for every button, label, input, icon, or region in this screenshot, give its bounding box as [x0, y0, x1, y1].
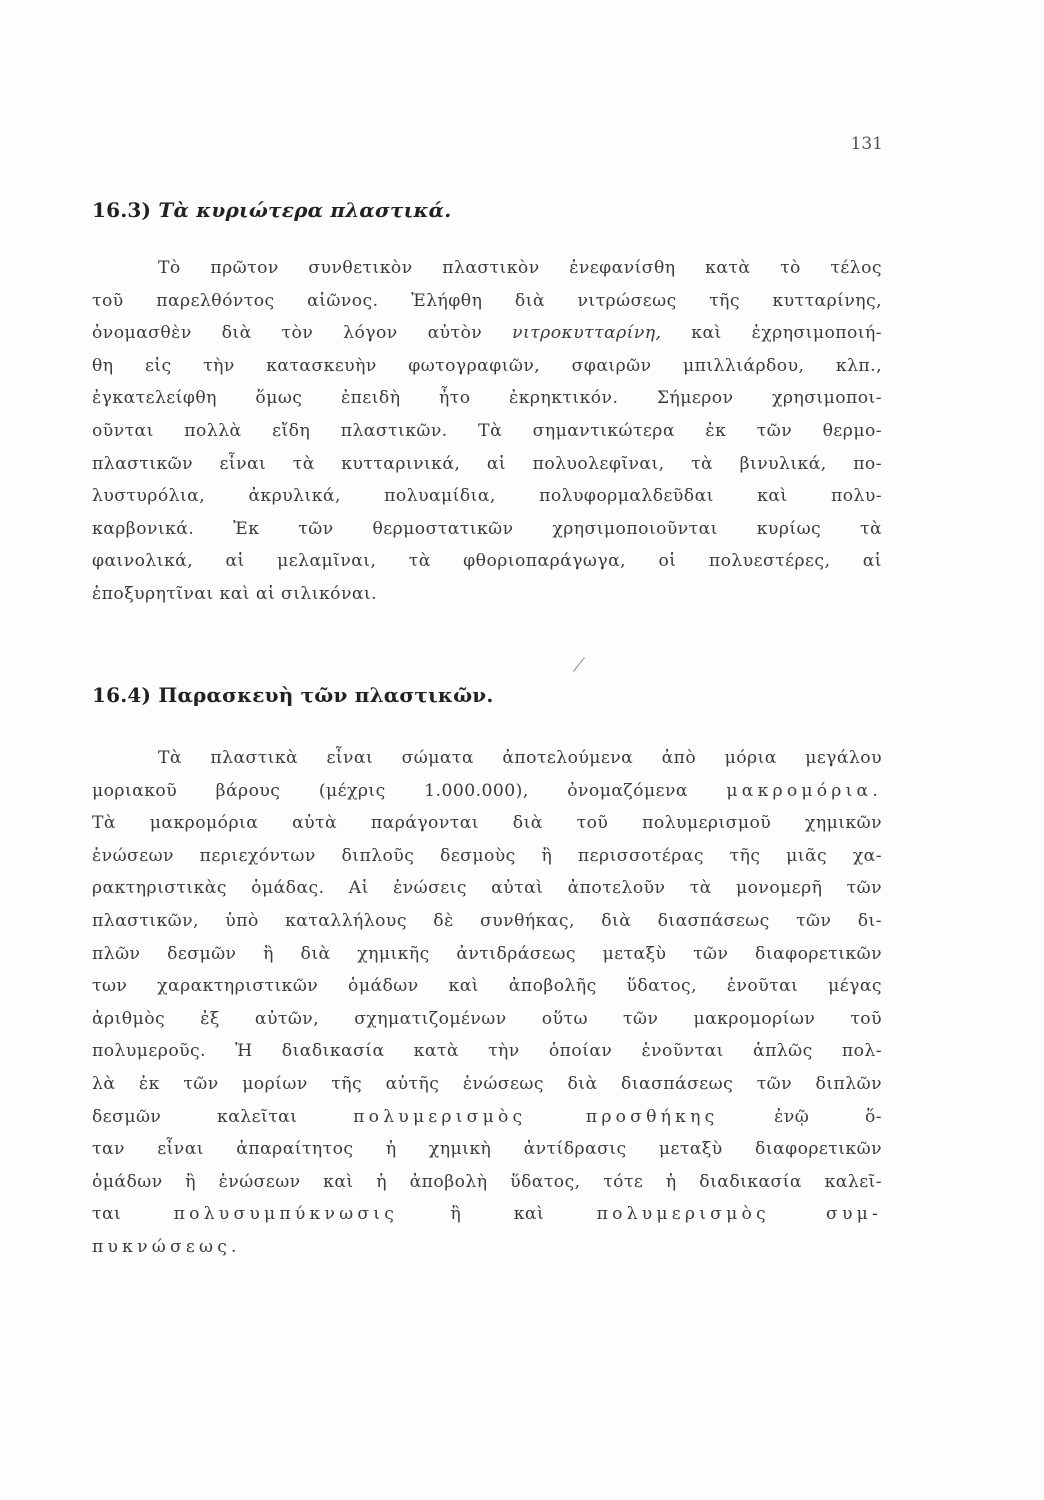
section-heading-16-4	[92, 683, 494, 707]
section-number: 16.3)	[92, 198, 152, 222]
text-line: πολυμεροῦς. Ἡ διαδικασία κατὰ τὴν ὁποίαν ἑνοῦνται ἁπλῶς πολ-	[92, 1041, 882, 1062]
text-line: Τὰ μακρομόρια αὐτὰ παράγονται διὰ τοῦ πολυμερισμοῦ χημικῶν	[92, 813, 882, 834]
text-line	[92, 1231, 882, 1264]
text-line: πλαστικῶν, ὑπὸ καταλλήλους δὲ συνθήκας, διὰ διασπάσεως τῶν δι-	[92, 910, 882, 931]
text-line: καρβονικά. Ἐκ τῶν θερμοστατικῶν χρησιμοποιοῦνται κυρίως τὰ	[92, 518, 882, 539]
text-line: των χαρακτηριστικῶν ὁμάδων καὶ ἀποβολῆς ὕδατος, ἑνοῦται μέγας	[92, 976, 882, 997]
text-fragment: μοριακοῦ βάρους (μέχρις 1.000.000), ὀνομαζόμενα	[92, 780, 727, 801]
text-line	[92, 775, 882, 808]
paragraph-plastics-history	[92, 252, 882, 611]
text-line: ἑνώσεων περιεχόντων διπλοῦς δεσμοὺς ἢ περισσοτέρας τῆς μιᾶς χα-	[92, 845, 882, 866]
spaced-term: πολυσυμπύκνωσις	[173, 1204, 399, 1225]
text-line: Τὰ πλαστικὰ εἶναι σώματα ἀποτελούμενα ἀπὸ μόρια μεγάλου	[158, 748, 882, 768]
text-line	[92, 1101, 882, 1134]
spaced-term: πολυμερισμὸς προσθήκης	[353, 1106, 719, 1127]
text-line	[92, 1198, 882, 1231]
page-number: 131	[850, 134, 883, 154]
text-line: φαινολικά, αἱ μελαμῖναι, τὰ φθοριοπαράγωγα, οἱ πολυεστέρες, αἱ	[92, 551, 882, 572]
text-fragment: καὶ ἐχρησιμοποιή-	[661, 323, 882, 344]
section-title: Τὰ κυριώτερα πλαστικά.	[158, 198, 452, 222]
text-line: οῦνται πολλὰ εἴδη πλαστικῶν. Τὰ σημαντικώτερα ἐκ τῶν θερμο-	[92, 420, 882, 441]
paragraph-plastics-preparation	[92, 742, 882, 1264]
section-title: Παρασκευὴ τῶν πλαστικῶν.	[158, 683, 494, 707]
text-line: ἀριθμὸς ἐξ αὐτῶν, σχηματιζομένων οὕτω τῶν μακρομορίων τοῦ	[92, 1008, 882, 1029]
text-fragment: ἐνῷ ὅ-	[718, 1106, 882, 1127]
text-fragment: δεσμῶν καλεῖται	[92, 1106, 354, 1127]
text-line: λυστυρόλια, ἀκρυλικά, πολυαμίδια, πολυφορμαλδεῦδαι καὶ πολυ-	[92, 486, 882, 507]
text-line: λὰ ἐκ τῶν μορίων τῆς αὐτῆς ἑνώσεως διὰ διασπάσεως τῶν διπλῶν	[92, 1073, 882, 1094]
text-line: θη εἰς τὴν κατασκευὴν φωτογραφιῶν, σφαιρῶν μπιλλιάρδου, κλπ.,	[92, 355, 882, 376]
text-line: ὁμάδων ἢ ἑνώσεων καὶ ἡ ἀποβολὴ ὕδατος, τότε ἡ διαδικασία καλεῖ-	[92, 1171, 882, 1192]
text-fragment: ται	[92, 1204, 174, 1225]
text-line	[92, 317, 882, 350]
italic-term: νιτροκυτταρίνη,	[512, 323, 662, 344]
text-line: ἐποξυρητῖναι καὶ αἱ σιλικόναι.	[92, 583, 378, 604]
text-line: πλῶν δεσμῶν ἢ διὰ χημικῆς ἀντιδράσεως μεταξὺ τῶν διαφορετικῶν	[92, 943, 882, 964]
stray-pen-mark	[573, 657, 585, 672]
text-line: τοῦ παρελθόντος αἰῶνος. Ἐλήφθη διὰ νιτρώσεως τῆς κυτταρίνης,	[92, 290, 882, 311]
text-fragment: ὀνομασθὲν διὰ τὸν λόγον αὐτὸν	[92, 323, 513, 344]
section-heading-16-3	[92, 198, 451, 222]
text-line: ταν εἶναι ἀπαραίτητος ἡ χημικὴ ἀντίδρασις μεταξὺ διαφορετικῶν	[92, 1139, 882, 1160]
section-number: 16.4)	[92, 683, 152, 707]
spaced-term: πυκνώσεως.	[92, 1236, 241, 1257]
spaced-term: μακρομόρια.	[726, 780, 882, 801]
text-line: πλαστικῶν εἶναι τὰ κυτταρινικά, αἱ πολυολεφῖναι, τὰ βινυλικά, πο-	[92, 453, 882, 474]
text-line: Τὸ πρῶτον συνθετικὸν πλαστικὸν ἐνεφανίσθη κατὰ τὸ τέλος	[158, 258, 882, 278]
text-line: ρακτηριστικὰς ὁμάδας. Αἱ ἑνώσεις αὐταὶ ἀποτελοῦν τὰ μονομερῆ τῶν	[92, 878, 882, 899]
text-fragment: ἢ καὶ	[398, 1204, 597, 1225]
text-line: ἐγκατελείφθη ὅμως ἐπειδὴ ἦτο ἐκρηκτικόν. Σήμερον χρησιμοποι-	[92, 388, 882, 409]
spaced-term: πολυμερισμὸς συμ-	[596, 1204, 882, 1225]
